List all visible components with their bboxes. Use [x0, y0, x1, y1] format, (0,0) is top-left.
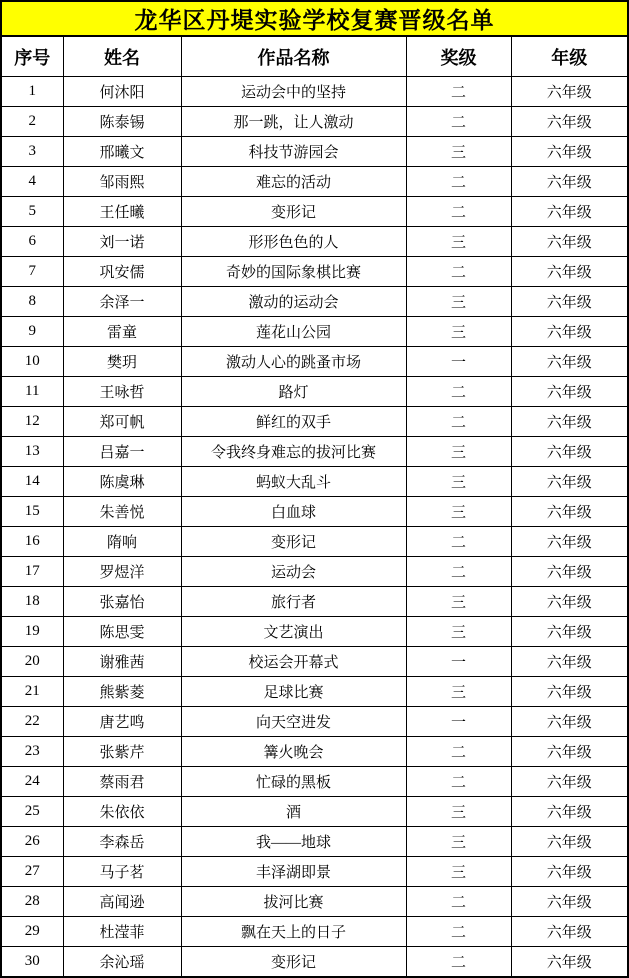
cell-award-level: 二 — [406, 77, 511, 107]
cell-index: 11 — [1, 377, 63, 407]
cell-grade: 六年级 — [511, 497, 628, 527]
cell-grade: 六年级 — [511, 677, 628, 707]
cell-grade: 六年级 — [511, 917, 628, 947]
cell-award-level: 一 — [406, 347, 511, 377]
table-row — [1, 437, 628, 467]
cell-award-level: 三 — [406, 137, 511, 167]
cell-grade: 六年级 — [511, 707, 628, 737]
cell-index: 22 — [1, 707, 63, 737]
cell-work-title: 鲜红的双手 — [181, 407, 406, 437]
cell-grade: 六年级 — [511, 557, 628, 587]
table-row — [1, 797, 628, 827]
cell-grade: 六年级 — [511, 107, 628, 137]
cell-award-level: 三 — [406, 227, 511, 257]
cell-grade: 六年级 — [511, 767, 628, 797]
cell-grade: 六年级 — [511, 857, 628, 887]
cell-grade: 六年级 — [511, 797, 628, 827]
cell-index: 10 — [1, 347, 63, 377]
cell-award-level: 三 — [406, 587, 511, 617]
cell-award-level: 三 — [406, 317, 511, 347]
cell-work-title: 拔河比赛 — [181, 887, 406, 917]
column-header-grade: 年级 — [511, 36, 628, 77]
cell-name: 刘一诺 — [63, 227, 181, 257]
cell-name: 王任曦 — [63, 197, 181, 227]
cell-name: 邹雨熙 — [63, 167, 181, 197]
cell-name: 马子茗 — [63, 857, 181, 887]
table-row — [1, 227, 628, 257]
cell-award-level: 二 — [406, 197, 511, 227]
cell-work-title: 运动会 — [181, 557, 406, 587]
table-row — [1, 497, 628, 527]
column-header-award-level: 奖级 — [406, 36, 511, 77]
cell-index: 3 — [1, 137, 63, 167]
cell-award-level: 三 — [406, 677, 511, 707]
cell-work-title: 激动人心的跳蚤市场 — [181, 347, 406, 377]
cell-award-level: 三 — [406, 497, 511, 527]
cell-grade: 六年级 — [511, 827, 628, 857]
cell-grade: 六年级 — [511, 617, 628, 647]
table-row — [1, 257, 628, 287]
cell-name: 樊玥 — [63, 347, 181, 377]
cell-work-title: 我——地球 — [181, 827, 406, 857]
cell-index: 16 — [1, 527, 63, 557]
cell-grade: 六年级 — [511, 227, 628, 257]
cell-index: 14 — [1, 467, 63, 497]
cell-work-title: 形形色色的人 — [181, 227, 406, 257]
cell-name: 李森岳 — [63, 827, 181, 857]
cell-index: 9 — [1, 317, 63, 347]
cell-award-level: 三 — [406, 467, 511, 497]
cell-name: 张嘉怡 — [63, 587, 181, 617]
cell-work-title: 令我终身难忘的拔河比赛 — [181, 437, 406, 467]
cell-name: 雷童 — [63, 317, 181, 347]
cell-grade: 六年级 — [511, 467, 628, 497]
cell-award-level: 二 — [406, 407, 511, 437]
cell-grade: 六年级 — [511, 287, 628, 317]
cell-name: 蔡雨君 — [63, 767, 181, 797]
cell-grade: 六年级 — [511, 647, 628, 677]
cell-work-title: 向天空进发 — [181, 707, 406, 737]
column-header-name: 姓名 — [63, 36, 181, 77]
cell-work-title: 变形记 — [181, 197, 406, 227]
cell-index: 28 — [1, 887, 63, 917]
cell-work-title: 路灯 — [181, 377, 406, 407]
cell-award-level: 三 — [406, 287, 511, 317]
cell-name: 唐艺鸣 — [63, 707, 181, 737]
table-row — [1, 287, 628, 317]
table-row — [1, 917, 628, 947]
cell-name: 吕嘉一 — [63, 437, 181, 467]
cell-index: 1 — [1, 77, 63, 107]
cell-work-title: 变形记 — [181, 947, 406, 978]
table-row — [1, 377, 628, 407]
cell-grade: 六年级 — [511, 257, 628, 287]
cell-work-title: 变形记 — [181, 527, 406, 557]
cell-work-title: 丰泽湖即景 — [181, 857, 406, 887]
cell-name: 谢雅茜 — [63, 647, 181, 677]
cell-name: 何沐阳 — [63, 77, 181, 107]
cell-award-level: 三 — [406, 437, 511, 467]
cell-work-title: 足球比赛 — [181, 677, 406, 707]
cell-index: 27 — [1, 857, 63, 887]
table-row — [1, 137, 628, 167]
table-row — [1, 317, 628, 347]
cell-grade: 六年级 — [511, 137, 628, 167]
cell-award-level: 一 — [406, 707, 511, 737]
cell-grade: 六年级 — [511, 947, 628, 978]
cell-award-level: 三 — [406, 617, 511, 647]
cell-award-level: 二 — [406, 947, 511, 978]
table-row — [1, 587, 628, 617]
cell-name: 朱善悦 — [63, 497, 181, 527]
cell-name: 余泽一 — [63, 287, 181, 317]
cell-award-level: 二 — [406, 167, 511, 197]
title-row — [1, 1, 628, 36]
cell-grade: 六年级 — [511, 527, 628, 557]
table-row — [1, 617, 628, 647]
cell-award-level: 二 — [406, 107, 511, 137]
cell-index: 23 — [1, 737, 63, 767]
cell-award-level: 二 — [406, 917, 511, 947]
table-row — [1, 647, 628, 677]
cell-work-title: 忙碌的黑板 — [181, 767, 406, 797]
cell-index: 24 — [1, 767, 63, 797]
cell-work-title: 飘在天上的日子 — [181, 917, 406, 947]
cell-name: 余沁瑶 — [63, 947, 181, 978]
cell-award-level: 一 — [406, 647, 511, 677]
cell-grade: 六年级 — [511, 317, 628, 347]
cell-name: 巩安儒 — [63, 257, 181, 287]
cell-work-title: 校运会开幕式 — [181, 647, 406, 677]
cell-name: 郑可帆 — [63, 407, 181, 437]
cell-index: 26 — [1, 827, 63, 857]
cell-work-title: 酒 — [181, 797, 406, 827]
cell-index: 4 — [1, 167, 63, 197]
table-row — [1, 767, 628, 797]
cell-index: 7 — [1, 257, 63, 287]
cell-work-title: 难忘的活动 — [181, 167, 406, 197]
cell-award-level: 三 — [406, 827, 511, 857]
cell-name: 朱依依 — [63, 797, 181, 827]
cell-grade: 六年级 — [511, 737, 628, 767]
cell-grade: 六年级 — [511, 437, 628, 467]
cell-name: 杜滢菲 — [63, 917, 181, 947]
column-header-index: 序号 — [1, 36, 63, 77]
cell-name: 熊紫菱 — [63, 677, 181, 707]
cell-work-title: 文艺演出 — [181, 617, 406, 647]
cell-name: 陈思雯 — [63, 617, 181, 647]
cell-index: 25 — [1, 797, 63, 827]
cell-index: 29 — [1, 917, 63, 947]
cell-work-title: 白血球 — [181, 497, 406, 527]
table-row — [1, 887, 628, 917]
cell-index: 21 — [1, 677, 63, 707]
cell-work-title: 旅行者 — [181, 587, 406, 617]
table-header-row — [1, 36, 628, 77]
cell-index: 19 — [1, 617, 63, 647]
cell-name: 陈虞琳 — [63, 467, 181, 497]
cell-grade: 六年级 — [511, 77, 628, 107]
cell-name: 陈泰锡 — [63, 107, 181, 137]
table-row — [1, 557, 628, 587]
cell-index: 17 — [1, 557, 63, 587]
cell-work-title: 激动的运动会 — [181, 287, 406, 317]
table-row — [1, 737, 628, 767]
cell-name: 罗煜洋 — [63, 557, 181, 587]
cell-award-level: 二 — [406, 887, 511, 917]
cell-award-level: 二 — [406, 767, 511, 797]
cell-name: 高闻逊 — [63, 887, 181, 917]
cell-work-title: 运动会中的坚持 — [181, 77, 406, 107]
cell-index: 12 — [1, 407, 63, 437]
table-row — [1, 827, 628, 857]
cell-work-title: 莲花山公园 — [181, 317, 406, 347]
table-row — [1, 197, 628, 227]
cell-work-title: 蚂蚁大乱斗 — [181, 467, 406, 497]
column-header-work-title: 作品名称 — [181, 36, 406, 77]
table-row — [1, 347, 628, 377]
cell-award-level: 二 — [406, 377, 511, 407]
cell-grade: 六年级 — [511, 197, 628, 227]
cell-grade: 六年级 — [511, 377, 628, 407]
cell-index: 30 — [1, 947, 63, 978]
cell-name: 王咏哲 — [63, 377, 181, 407]
table-row — [1, 947, 628, 978]
table-row — [1, 527, 628, 557]
cell-name: 邢曦文 — [63, 137, 181, 167]
cell-index: 8 — [1, 287, 63, 317]
cell-grade: 六年级 — [511, 407, 628, 437]
page-title: 龙华区丹堤实验学校复赛晋级名单 — [1, 1, 628, 36]
cell-award-level: 二 — [406, 557, 511, 587]
table-row — [1, 107, 628, 137]
table-body — [1, 77, 628, 978]
cell-index: 15 — [1, 497, 63, 527]
cell-index: 13 — [1, 437, 63, 467]
cell-grade: 六年级 — [511, 587, 628, 617]
cell-index: 18 — [1, 587, 63, 617]
cell-work-title: 那一跳，让人激动 — [181, 107, 406, 137]
cell-index: 20 — [1, 647, 63, 677]
table-row — [1, 857, 628, 887]
cell-index: 6 — [1, 227, 63, 257]
cell-award-level: 二 — [406, 527, 511, 557]
cell-grade: 六年级 — [511, 887, 628, 917]
table-row — [1, 677, 628, 707]
cell-grade: 六年级 — [511, 167, 628, 197]
table-row — [1, 77, 628, 107]
cell-work-title: 篝火晚会 — [181, 737, 406, 767]
cell-grade: 六年级 — [511, 347, 628, 377]
cell-award-level: 二 — [406, 737, 511, 767]
table-row — [1, 467, 628, 497]
cell-name: 张紫芹 — [63, 737, 181, 767]
cell-index: 5 — [1, 197, 63, 227]
table-row — [1, 707, 628, 737]
cell-work-title: 科技节游园会 — [181, 137, 406, 167]
cell-work-title: 奇妙的国际象棋比赛 — [181, 257, 406, 287]
cell-index: 2 — [1, 107, 63, 137]
cell-name: 隋响 — [63, 527, 181, 557]
table-row — [1, 407, 628, 437]
cell-award-level: 三 — [406, 797, 511, 827]
cell-award-level: 二 — [406, 257, 511, 287]
table-row — [1, 167, 628, 197]
cell-award-level: 三 — [406, 857, 511, 887]
